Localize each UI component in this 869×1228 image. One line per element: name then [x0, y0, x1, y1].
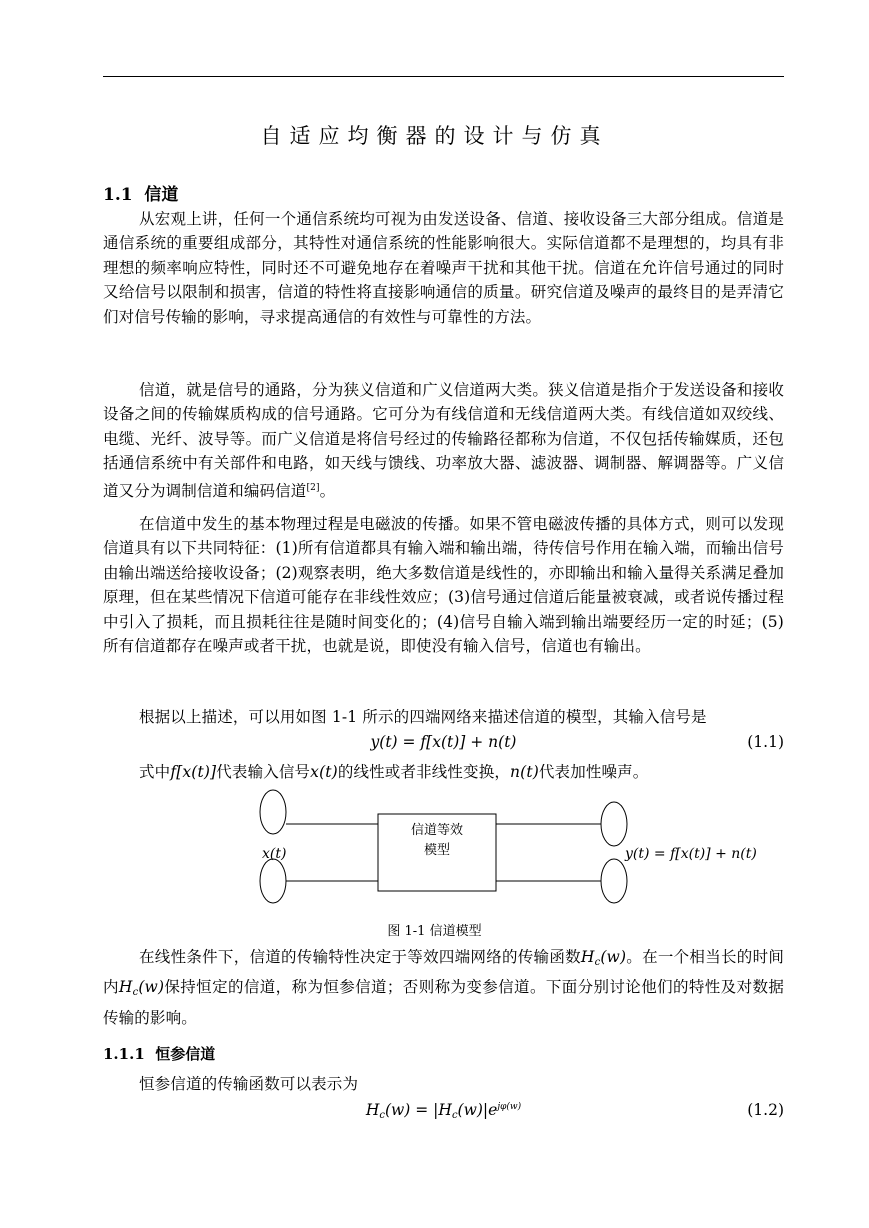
p5-text-a: 式中: [139, 763, 171, 781]
math-hc-2-sub: c: [132, 987, 139, 999]
equation-1-2-body: [103, 1101, 784, 1121]
eq2-sub: c: [379, 1110, 385, 1121]
math-hc-2: H: [118, 978, 133, 997]
eq2-sup: jφ(w): [497, 1101, 522, 1112]
equation-1-2: [103, 1101, 784, 1125]
subsection-heading: [103, 1043, 215, 1064]
input-terminal-top: [260, 790, 286, 834]
math-nt: n(t): [510, 763, 539, 781]
equation-1-1-body: y(t) = f[x(t)] + n(t): [370, 733, 517, 751]
paragraph-3: 在信道中发生的基本物理过程是电磁波的传播。如果不管电磁波传播的具体方式，则可以发现信道具有以下共同特征：(1)所有信道都具有输入端和输出端，待传信号作用在输入端，而输出信号由输出端送给接收设备；(2)观察表明，绝大多数信道是线性的，亦即输出和输入量得关系满足叠加原理，但在某些情况下信道可能存在非线性效应；(3)信号通过信道后能量被衰减，或者说传播过程中引入了损耗，而且损耗往往是随时间变化的；(4)信号自输入端到输出端要经历一定的时延；(5)所有信道都存在噪声或者干扰，也就是说，即使没有输入信号，信道也有输出。: [103, 515, 784, 656]
eq2-mid2: (w)|e: [457, 1101, 498, 1119]
box-label-line1: 信道等效: [410, 823, 464, 838]
subsection-title: 恒参信道: [155, 1045, 216, 1063]
math-fx: f[x(t)]: [170, 763, 217, 781]
p5-text-d: 代表加性噪声。: [538, 763, 649, 781]
math-hc-1-arg: (w): [600, 948, 627, 966]
paragraph-7: 恒参信道的传输函数可以表示为: [139, 1075, 359, 1093]
p6-text-b: 。在一个相当长的时间内: [103, 948, 784, 997]
paragraph-6: [103, 945, 784, 1030]
input-terminal-bottom: [260, 859, 286, 903]
paragraph-2-text: 信道，就是信号的通路，分为狭义信道和广义信道两大类。狭义信道是指介于发送设备和接收设备之间的传输媒质构成的信号通路。它可分为有线信道和无线信道两大类。有线信道如双绞线、电缆、光纤、波导等。而广义信道是将信号经过的传输路径都称为信道，不仅包括传输媒质，还包括通信系统中有关部件和电路，如天线与馈线、功率放大器、滤波器、调制器、解调器等。广义信道又分为调制信道和编码信道: [103, 381, 784, 500]
subsection-number: 1.1.1: [103, 1045, 145, 1063]
figure-caption: 图 1-1 信道模型: [387, 924, 482, 939]
paragraph-2-end: 。: [319, 481, 336, 500]
p5-text-c: 的线性或者非线性变换，: [337, 763, 510, 781]
math-xt: x(t): [310, 763, 338, 781]
box-label-line2: 模型: [423, 843, 451, 858]
math-hc-1-sub: c: [594, 957, 601, 968]
p6-text-a: 在线性条件下，信道的传输特性决定于等效四端网络的传输函数: [139, 948, 581, 966]
eq2-lhs: H: [365, 1101, 380, 1119]
output-label: y(t) = f[x(t)] + n(t): [625, 846, 757, 862]
equation-1-1-number: (1.1): [747, 733, 784, 751]
section-number: 1.1: [103, 185, 133, 205]
math-hc-2-arg: (w): [138, 978, 165, 997]
equation-1-2-number: (1.2): [747, 1101, 784, 1119]
eq2-sub2: c: [451, 1110, 458, 1121]
math-hc-1: H: [580, 948, 595, 966]
page-title: 自适应均衡器的设计与仿真: [260, 124, 609, 148]
section-title: 信道: [144, 185, 179, 205]
input-label: x(t): [262, 846, 287, 862]
output-terminal-bottom: [601, 859, 627, 903]
p5-text-b: 代表输入信号: [216, 763, 311, 781]
paragraph-1: 从宏观上讲，任何一个通信系统均可视为由发送设备、信道、接收设备三大部分组成。信道是通信系统的重要组成部分，其特性对通信系统的性能影响很大。实际信道都不是理想的，均具有非理想的频率响应特性，同时还不可避免地存在着噪声干扰和其他干扰。信道在允许信号通过的同时又给信号以限制和损害，信道的特性将直接影响通信的质量。研究信道及噪声的最终目的是弄清它们对信号传输的影响，寻求提高通信的有效性与可靠性的方法。: [103, 210, 784, 326]
output-terminal-top: [601, 802, 627, 846]
eq2-mid: (w) = |H: [384, 1101, 452, 1119]
paragraph-4: 根据以上描述，可以用如图 1-1 所示的四端网络来描述信道的模型，其输入信号是: [139, 708, 707, 726]
p6-text-c: 保持恒定的信道，称为恒参信道；否则称为变参信道。下面分别讨论他们的特性及对数据传输的影响。: [103, 978, 784, 1027]
citation-ref: [2]: [306, 482, 320, 493]
